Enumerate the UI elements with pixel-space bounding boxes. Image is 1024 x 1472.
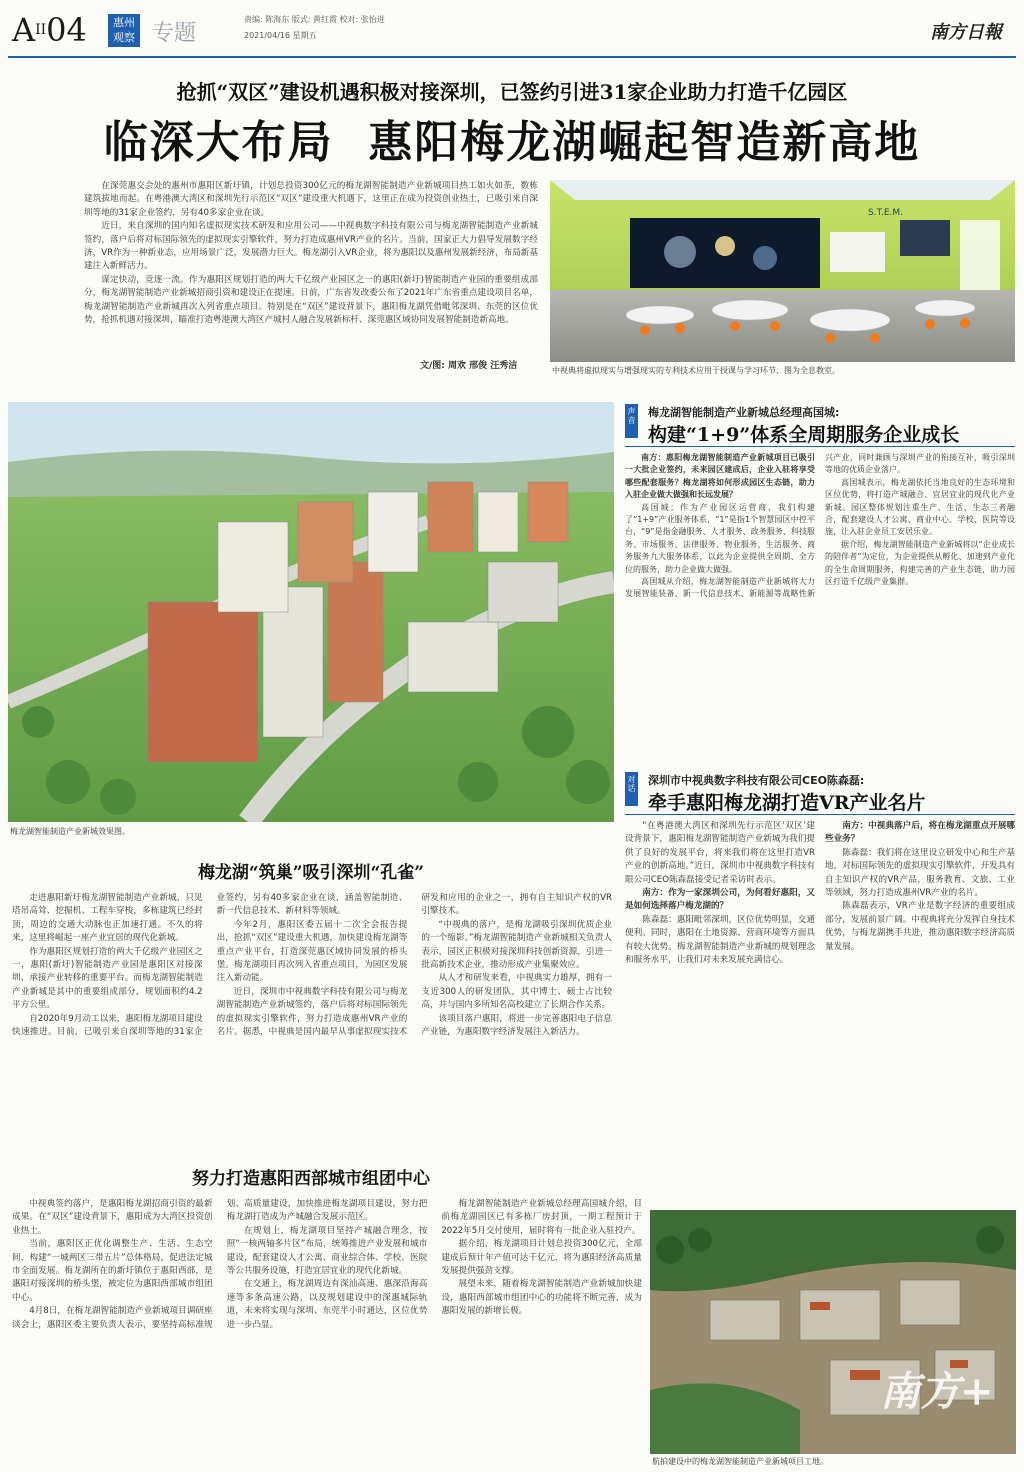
interview2-title: 牵手惠阳梅龙湖打造VR产业名片	[648, 792, 926, 814]
feature2-paragraph: 当前，惠阳区正优化调整生产、生活、生态空间，构建“一城两区三带五片”总体格局，促进法定城市全面发展。梅龙湖所在的新圩镇位于惠阳西部，是惠阳对接深圳的桥头堡，被定位为惠阳西部城市组团中心。	[12, 1239, 213, 1303]
interview1-paragraph: 高国城：作为产业园区运营商，我们构建了“1+9”产业服务体系，“1”是指1个智慧园区中控平台，“9”是指金融服务、人才服务、政务服务、科技服务、市场服务、法律服务、物业服务、生活服务、商务服务九大服务体系，以此为企业提供全周期、全方位的服务，助力企业做大做强。	[625, 502, 815, 574]
feature1-paragraph: 今年2月，惠阳区委五届十二次全会报告提出，抢抓“双区”建设重大机遇，加快建设梅龙湖等重点产业平台，打造深莞惠区域协同发展的桥头堡。梅龙湖项目再次列入省重点项目，为园区发展注入新动能。	[216, 919, 408, 984]
feature2-paragraph: 展望未来，随着梅龙湖智能制造产业新城加快建设，惠阳西部城市组团中心的功能将不断完善，成为惠阳发展的新增长极。	[441, 1279, 642, 1317]
interview1-article	[625, 452, 1015, 742]
interview2-article	[625, 820, 1015, 1092]
interview1-paragraph: 南方：惠阳梅龙湖智能制造产业新城项目已吸引一大批企业签约，未来园区建成后，企业入驻将享受哪些配套服务？梅龙湖将如何形成园区生态链，助力入驻企业做大做强和长远发展？	[625, 453, 815, 500]
interview2-kicker: 深圳市中视典数字科技有限公司CEO陈森磊:	[648, 774, 865, 787]
construction-caption: 航拍建设中的梅龙湖智能制造产业新城项目工地。	[652, 1457, 828, 1466]
interview1-tag: 声音	[625, 404, 638, 438]
interview1-rule	[625, 446, 1015, 447]
feature2-paragraph: 在交通上，梅龙湖周边有深汕高速、惠深沿海高速等多条高速公路，以及规划建设中的深惠城际轨道，未来将实现与深圳、东莞半小时通达，区位优势进一步凸显。	[226, 1279, 428, 1330]
interview1-paragraph: 高国城从介绍，梅龙湖智能制造产业新城将大力发展智能装备、新一代信息技术、新能源等战略性新兴产业，同时兼顾与深圳产业的衔接互补，吸引深圳等地的优质企业落户。	[625, 453, 1015, 599]
lead-article	[84, 180, 538, 356]
feature2-paragraph: 在规划上，梅龙湖项目坚持产城融合理念，按照“一核两轴多片区”布局，统筹推进产业发展和城市建设，配套建设人才公寓、商业综合体、学校、医院等公共服务设施，打造宜居宜业的现代化新城。	[226, 1225, 428, 1277]
feature1-article	[12, 892, 612, 1160]
feature2-paragraph: 4月8日，在梅龙湖智能制造产业新城项目调研座谈会上，惠阳区委主要负责人表示，要坚持高标准规划、高质量建设，加快推进梅龙湖项目建设，努力把梅龙湖打造成为产城融合发展示范区。	[12, 1199, 428, 1330]
section-title: 专题	[152, 21, 197, 46]
issue-date: 2021/04/16 星期五	[244, 31, 317, 40]
paper-logo: 南方日報	[930, 22, 1002, 43]
feature1-paragraph: 作为惠阳区规划打造的两大千亿级产业园区之一，惠阳(新圩)智能制造产业园是惠阳区对接深圳、承接产业转移的重要平台。而梅龙湖智能制造产业新城是其中的重要组成部分，规划面积约4.2平方公里。	[12, 946, 203, 1011]
section-badge: 惠州 观察	[108, 14, 140, 47]
interview1-kicker: 梅龙湖智能制造产业新城总经理高国城:	[648, 406, 840, 419]
headline-kicker: 抢抓“双区”建设机遇积极对接深圳，已签约引进31家企业助力打造千亿园区	[176, 80, 848, 104]
feature2-paragraph: 据介绍，梅龙湖项目计划总投资300亿元，全部建成后预计年产值可达千亿元，将为惠阳经济高质量发展提供强劲支撑。	[441, 1239, 642, 1277]
feature2-article	[12, 1198, 642, 1468]
feature1-paragraph: 该项目落户惠阳，将进一步完善惠阳电子信息产业链，为惠阳数字经济发展注入新活力。	[421, 1013, 612, 1038]
interview2-tag: 对话	[625, 772, 638, 806]
interview1-title: 构建“1+9”体系全周期服务企业成长	[648, 424, 960, 446]
interview2-paragraph: “在粤港澳大湾区和深圳先行示范区‘双区’建设背景下，惠阳梅龙湖智能制造产业新城为我们提供了良好的发展平台，将来我们将在这里打造VR产业的创新高地。”近日，深圳市中视典数字科技有限公司CEO陈森磊接受记者采访时表示。	[625, 821, 815, 885]
page-number: AII04	[12, 11, 87, 49]
interview2-paragraph: 南方：作为一家深圳公司，为何看好惠阳，又是如何选择落户梅龙湖的？	[625, 888, 815, 912]
lead-paragraph: 在深莞惠交会处的惠州市惠阳区新圩镇，计划总投资300亿元的梅龙湖智能制造产业新城项目热工如火如荼，数栋建筑拔地而起。在粤港澳大湾区和深圳先行示范区“双区”建设重大机遇下，这里正在成为投资创业热土，已吸引来自深圳等地的31家企业签约，另有40多家企业在谈。	[84, 181, 538, 218]
lead-paragraph: 谋定快动，竞逐一流。作为惠阳区规划打造的两大千亿级产业园区之一的惠阳(新圩)智能制造产业园的重要组成部分，梅龙湖智能制造产业新城招商引资和建设正在提速。日前，广东省发改委公布了2021年广东省重点建设项目名单，梅龙湖智能制造产业新城再次入列省重点项目。特别是在“双区”建设背景下，惠阳梅龙湖凭借毗邻深圳、东莞的区位优势，抢抓机遇对接深圳，瞄准打造粤港澳大湾区产城村人融合发展新标杆、深莞惠区域协同发展智能制造新高地。	[84, 274, 538, 326]
masthead	[0, 0, 1024, 62]
aerial-caption: 梅龙湖智能制造产业新城效果图。	[10, 827, 130, 836]
feature2-title: 努力打造惠阳西部城市组团中心	[192, 1169, 430, 1189]
classroom-photo	[550, 180, 1015, 362]
nanfang-plus-watermark: 南方+	[880, 1368, 994, 1415]
interview2-paragraph: 陈森磊表示，VR产业是数字经济的重要组成部分，发展前景广阔。中视典将充分发挥自身技术优势，与梅龙湖携手共进，推动惠阳数字经济高质量发展。	[825, 901, 1015, 952]
interview2-paragraph: 南方：中视典落户后，将在梅龙湖重点开展哪些业务？	[825, 821, 1015, 845]
feature1-paragraph: 从人才和研发来看，中视典实力雄厚，拥有一支近300人的研发团队，其中博士、硕士占比较高，并与国内多所知名高校建立了长期合作关系。	[421, 973, 612, 1011]
feature1-paragraph: 近日，深圳市中视典数字科技有限公司与梅龙湖智能制造产业新城签约，落户后将对标国际领先的虚拟现实引擎软件，努力打造成惠州VR产业的名片。据悉，中视典是国内最早从事虚拟现实技术研发和应用的企业之一，拥有自主知识产权的VR引擎技术。	[216, 893, 612, 1038]
feature1-paragraph: 自2020年9月动工以来，惠阳梅龙湖项目建设快速推进。目前，已吸引来自深圳等地的31家企业签约，另有40多家企业在谈，涵盖智能制造、新一代信息技术、新材料等领域。	[12, 893, 408, 1038]
headline-title: 临深大布局 惠阳梅龙湖崛起智造新高地	[103, 117, 921, 168]
interview2-paragraph: 陈森磊：惠阳毗邻深圳，区位优势明显，交通便利。同时，惠阳在土地资源、营商环境等方面具有较大优势。梅龙湖智能制造产业新城的规划理念和服务水平，让我们对未来发展充满信心。	[625, 914, 815, 966]
masthead-rule	[8, 56, 1016, 58]
lead-byline: 文/图: 周欢 邢俊 汪秀洁	[420, 361, 518, 371]
lead-paragraph: 近日，来自深圳的国内知名虚拟现实技术研发和应用公司——中视典数字科技有限公司与梅龙湖智能制造产业新城签约，落户后将对标国际领先的虚拟现实引擎软件，努力打造成惠州VR产业的名片。当前，国家正大力倡导发展数字经济，VR作为一种新业态，应用场景广泛，发展潜力巨大。梅龙湖引入VR企业，将为惠阳以及惠州发展新经济，布局新基建注入新鲜活力。	[84, 221, 538, 272]
construction-photo	[650, 1210, 1016, 1454]
interview1-paragraph: 高国城表示，梅龙湖依托当地良好的生态环境和区位优势，将打造产城融合、宜居宜业的现代化产业新城。园区整体规划注重生产、生活、生态三者融合，配套建设人才公寓、商业中心、学校、医院等设施，让入驻企业员工安居乐业。	[825, 477, 1015, 537]
interview2-paragraph: 陈森磊：我们将在这里设立研发中心和生产基地，对标国际领先的虚拟现实引擎软件，开发具有自主知识产权的VR产品，服务教育、文旅、工业等领域，努力打造成惠州VR产业的名片。	[825, 847, 1015, 899]
aerial-rendering-image	[8, 402, 614, 822]
interview2-rule	[625, 814, 1015, 815]
feature1-paragraph: “中视典的落户，是梅龙湖吸引深圳优质企业的一个缩影。”梅龙湖智能制造产业新城相关负责人表示，园区正积极对接深圳科技创新资源，引进一批高新技术企业，推动形成产业集聚效应。	[421, 919, 612, 971]
construction-photo-image	[650, 1210, 1016, 1454]
classroom-photo-image	[550, 180, 1015, 362]
aerial-rendering-photo	[8, 402, 614, 822]
classroom-caption: 中视典将虚拟现实与增强现实的专利技术应用于授课与学习环节，图为全息教室。	[552, 366, 840, 375]
stem-board-text: S.T.E.M.	[868, 208, 904, 218]
feature1-paragraph: 走进惠阳新圩梅龙湖智能制造产业新城，只见塔吊高耸、挖掘机、工程车穿梭，多栋建筑已经封顶，周边的交通大动脉也正加速打通。不久的将来，这里将崛起一座产业宜居的现代化新城。	[12, 893, 203, 944]
feature1-title: 梅龙湖“筑巢”吸引深圳“孔雀”	[197, 863, 425, 883]
editor-line: 责编: 陈海东 版式: 黄红霞 校对: 张怡进	[244, 15, 385, 24]
interview1-paragraph: 据介绍，梅龙湖智能制造产业新城将以“企业成长的陪伴者”为定位，为企业提供从孵化、加速到产业化的全生命周期服务，构建完善的产业生态链，助力园区打造千亿级产业集群。	[825, 539, 1015, 587]
feature2-paragraph: 中视典签约落户，是惠阳梅龙湖招商引资的最新成果。在“双区”建设背景下，惠阳成为大湾区投资创业热土。	[12, 1199, 213, 1236]
feature2-paragraph: 梅龙湖智能制造产业新城总经理高国城介绍，目前梅龙湖园区已有多栋厂房封顶，一期工程预计于2022年5月交付使用，届时将有一批企业入驻投产。	[441, 1199, 642, 1236]
